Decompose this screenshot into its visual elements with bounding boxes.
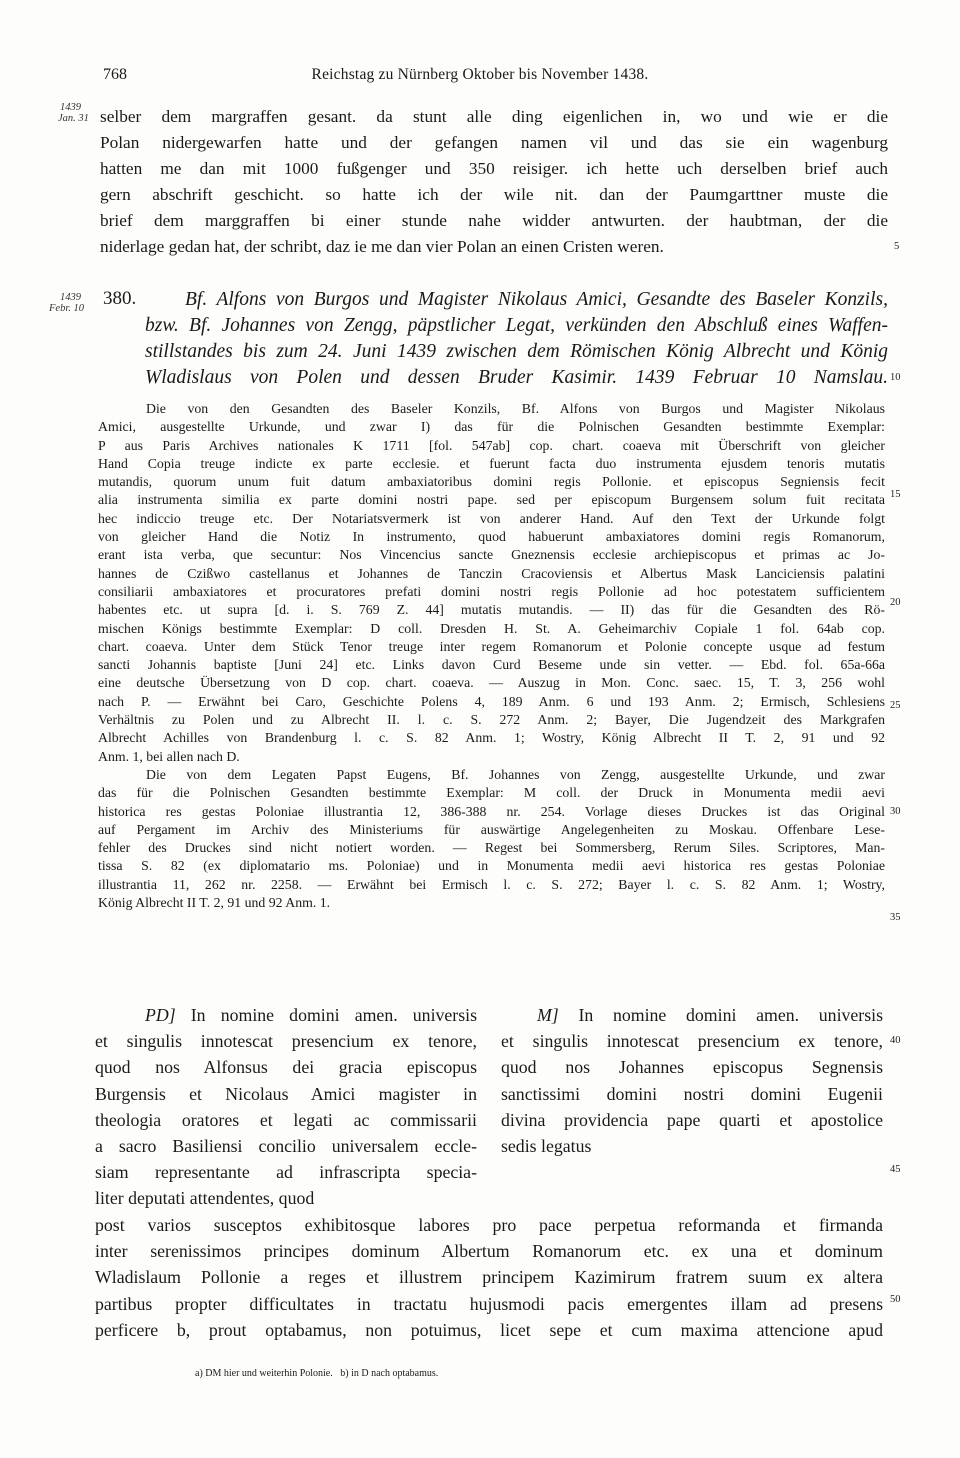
note-line: auf Pergament im Archiv des Ministeriums für auswärtige Angelegenheiten zu Moskau. Offenbare Lese-	[98, 821, 885, 837]
note-line: erant ista verba, que secuntur: Nos Vincencius sancte Gneznensis ecclesie archiepiscopus et primas ac Jo-	[98, 547, 885, 563]
final-paragraph	[95, 1212, 883, 1343]
note-line: consiliarii ambaxiatores et procuratores prefati domini nostri regis Pollonie ad hoc potestatem sufficientem	[98, 583, 885, 599]
text-line: perficere b, prout optabamus, non potuimus, licet sepe et cum maxima attencione apud	[95, 1319, 883, 1340]
left-column-text	[95, 1002, 477, 1212]
siglum: PD]	[145, 1005, 176, 1025]
regest-line: stillstandes bis zum 24. Juni 1439 zwischen dem Römischen König Albrecht und König	[145, 341, 888, 362]
note-line: das für die Polnischen Gesandten bestimmte Exemplar: M coll. der Druck in Monumenta medii aevi	[98, 785, 885, 801]
note-line: habentes etc. ut supra [d. i. S. 769 Z. 44] mutatis mutandis. — II) das für die Gesandten des Rö-	[98, 602, 885, 618]
margin-date-year: 1439	[60, 102, 81, 113]
line-number: 20	[890, 597, 901, 608]
margin-date-year: 1439	[60, 292, 81, 303]
note-line: nach P. — Erwähnt bei Caro, Geschichte Polens 4, 189 Anm. 6 und 193 Anm. 2; Ermisch, Schlesiens	[98, 693, 885, 709]
text-line: niderlage gedan hat, der schribt, daz ie me dan vier Polan an einen Cristen weren.	[100, 237, 664, 256]
document-number: 380.	[103, 288, 137, 309]
column-line-text: In nomine domini amen. universis	[190, 1005, 477, 1025]
source-notes	[98, 400, 885, 912]
column-line: divina providencia pape quarti et apostolice	[501, 1109, 883, 1130]
column-line: quod nos Johannes episcopus Segnensis	[501, 1057, 883, 1078]
note-line: mutandis, quorum unum fuit datum ambaxiatoribus domini regis Pollonie. et episcopus Segniensis fecit	[98, 474, 885, 490]
margin-date-2	[49, 292, 84, 314]
note-line: Die von den Gesandten des Baseler Konzils, Bf. Alfons von Burgos und Magister Nikolaus	[146, 401, 885, 416]
text-line: partibus propter difficultates in tractatu hujusmodi pacis emergentes illam ad presens	[95, 1293, 883, 1314]
note-line: eine deutsche Übersetzung von D cop. chart. coaeva. — Auszug in Mon. Conc. saec. 15, T. 3, 256 wohl	[98, 675, 885, 691]
note-line: historica res gestas Poloniae illustrantia 12, 386-388 nr. 254. Vorlage dieses Druckes ist das Original	[98, 803, 885, 819]
column-line: theologia oratores et legati ac commissarii	[95, 1109, 477, 1130]
page-number: 768	[103, 66, 127, 83]
note-line: chart. coaeva. Unter dem Stück Tenor treuge inter regem Romanorum et Polonie concepte usque ad festum	[98, 638, 885, 654]
column-line: et singulis innotescat presencium ex tenore,	[95, 1031, 477, 1052]
line-number: 25	[890, 700, 901, 711]
column-line: sedis legatus	[501, 1135, 592, 1156]
text-line: selber dem margraffen gesant. da stunt alle ding eigenlichen in, wo und wie er die	[100, 107, 888, 126]
line-number: 45	[890, 1164, 901, 1175]
column-line	[95, 1002, 477, 1028]
right-column-text	[501, 1002, 883, 1159]
regest-heading	[145, 287, 888, 391]
margin-date-day: Febr. 10	[49, 303, 84, 314]
note-line: hec indiccio treuge etc. Der Notariatsvermerk ist von anderer Hand. Auf den Text der Urkunde folgt	[98, 510, 885, 526]
regest-line: Wladislaus von Polen und dessen Bruder Kasimir. 1439 Februar 10 Namslau.	[145, 367, 888, 388]
page-header	[0, 66, 960, 90]
note-line: mischen Königs bestimmte Exemplar: D coll. Dresden H. St. A. Geheimarchiv Copiale 1 fol. 64ab cop.	[98, 620, 885, 636]
note-line: König Albrecht II T. 2, 91 und 92 Anm. 1.	[98, 895, 331, 911]
note-line: Verhältnis zu Polen und zu Albrecht II. l. c. S. 272 Anm. 2; Bayer, Die Jugendzeit des Markgrafen	[98, 712, 885, 728]
regest-line: bzw. Bf. Johannes von Zengg, päpstlicher Legat, verkünden den Abschluß eines Waffen-	[145, 315, 888, 336]
note-line: Die von dem Legaten Papst Eugens, Bf. Johannes von Zengg, ausgestellte Urkunde, und zwar	[146, 766, 885, 782]
line-number: 15	[890, 489, 901, 500]
text-line: hatten me dan mit 1000 fußgenger und 350 reisiger. ich hette uch derselben brief auch	[100, 159, 888, 178]
intro-paragraph	[100, 104, 888, 260]
text-line: post varios susceptos exhibitosque labores pro pace perpetua reformanda et firmanda	[95, 1215, 883, 1235]
note-line: von gleicher Hand die Notiz In instrumento, quod habuerunt ambaxiatores domini regis Romanorum,	[98, 529, 885, 545]
margin-date-day: Jan. 31	[58, 113, 89, 124]
column-line: quod nos Alfonsus dei gracia episcopus	[95, 1057, 477, 1078]
line-number: 10	[890, 372, 901, 383]
note-line: Albrecht Achilles von Brandenburg l. c. S. 82 Anm. 1; Wostry, König Albrecht II T. 2, 91 und 92	[98, 730, 885, 746]
margin-date-1	[60, 102, 89, 124]
note-line: Hand Copia treuge indicte ex parte ecclesie. et fuerunt facta duo instrumenta ejusdem tenoris mutatis	[98, 455, 885, 471]
note-line: illustrantia 11, 262 nr. 2258. — Erwähnt bei Ermisch l. c. S. 272; Bayer l. c. S. 82 Anm. 1; Wostry,	[98, 876, 885, 892]
column-line: a sacro Basiliensi concilio universalem eccle-	[95, 1135, 477, 1156]
note-line: Amici, ausgestellte Urkunde, und zwar I) das für die Polnischen Gesandten bestimmte Exemplar:	[98, 419, 885, 435]
column-line: liter deputati attendentes, quod	[95, 1188, 315, 1209]
note-line: Anm. 1, bei allen nach D.	[98, 748, 240, 764]
text-line: brief dem marggraffen bi einer stunde nahe widder antwurten. der haubtman, der die	[100, 211, 888, 230]
line-number: 30	[890, 806, 901, 817]
note-line: fehler des Druckes sind nicht notiert worden. — Regest bei Sommersberg, Rerum Siles. Scriptores, Man-	[98, 840, 885, 856]
column-line: et singulis innotescat presencium ex tenore,	[501, 1031, 883, 1052]
siglum: M]	[537, 1005, 559, 1025]
column-line: siam representante ad infrascripta specia-	[95, 1162, 477, 1183]
running-head: Reichstag zu Nürnberg Oktober bis November 1438.	[311, 66, 649, 83]
text-line: gern abschrift geschicht. so hatte ich der wile nit. dan der Paumgarttner muste die	[100, 185, 888, 204]
note-line: P aus Paris Archives nationales K 1711 [fol. 547ab] cop. chart. coaeva mit Überschrift von gleicher	[98, 437, 885, 453]
line-number: 50	[890, 1294, 901, 1305]
text-line: Polan nidergewarfen hatte und der gefangen namen vil und das sie ein wagenburg	[100, 133, 888, 152]
column-line-text: In nomine domini amen. universis	[578, 1005, 883, 1025]
note-line: alia instrumenta similia ex parte domini nostri pape. sed per episcopum Burgensem solum fuit recitata	[98, 492, 885, 508]
note-line: hannes de Czißwo castellanus et Johannes de Tanczin Cracoviensis et Albertus Mask Lanciciensis palatini	[98, 565, 885, 581]
regest-line: Bf. Alfons von Burgos und Magister Nikolaus Amici, Gesandte des Baseler Konzils,	[185, 289, 888, 310]
footnotes: a) DM hier und weiterhin Polonie. b) in D nach optabamus.	[195, 1368, 439, 1379]
line-number: 40	[890, 1035, 901, 1046]
column-line: sanctissimi domini nostri domini Eugenii	[501, 1083, 883, 1104]
line-number: 5	[894, 241, 900, 252]
text-line: Wladislaum Pollonie a reges et illustrem principem Kazimirum fratrem suum ex altera	[95, 1267, 883, 1288]
column-line: Burgensis et Nicolaus Amici magister in	[95, 1083, 477, 1104]
column-line	[501, 1002, 883, 1028]
note-line: sancti Johannis baptiste [Juni 24] etc. Links davon Curd Beseme unde sin vetter. — Ebd. fol. 65a-66a	[98, 657, 885, 673]
line-number: 35	[890, 912, 901, 923]
text-line: inter serenissimos principes dominum Albertum Romanorum etc. ex una et dominum	[95, 1241, 883, 1262]
note-line: tissa S. 82 (ex diplomatario ms. Poloniae) und in Monumenta medii aevi historica res gestas Poloniae	[98, 858, 885, 874]
